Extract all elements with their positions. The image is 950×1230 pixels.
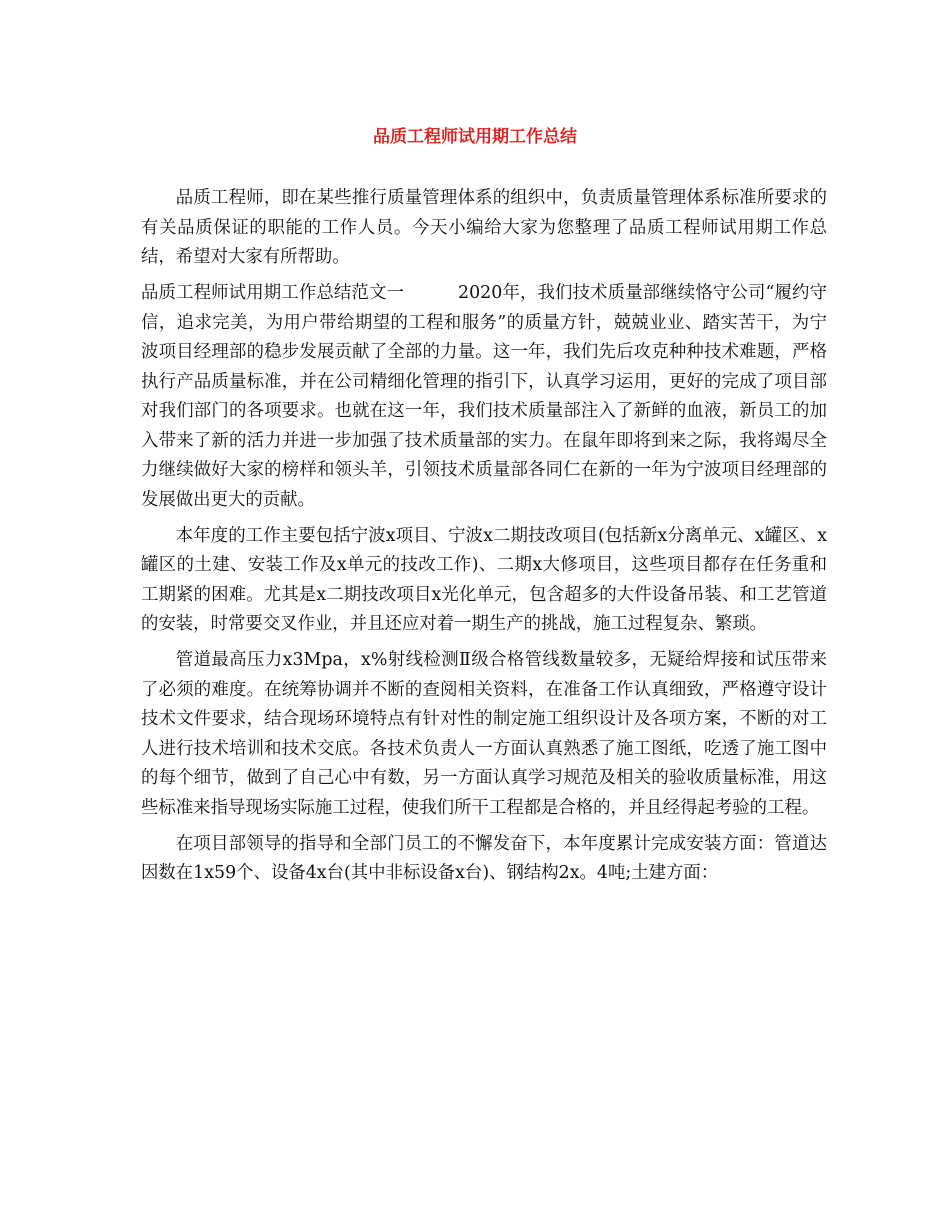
sample-heading: 品质工程师试用期工作总结范文一 [141,283,405,303]
sample-paragraph [141,279,827,515]
document-body [141,184,827,895]
paragraph-3: 管道最高压力x3Mpa，x%射线检测Ⅱ级合格管线数量较多，无疑给焊接和试压带来了必须的难度。在统筹协调并不断的查阅相关资料，在准备工作认真细致，严格遵守设计技术文件要求，结合现场环境特点有针对性的制定施工组织设计及各项方案，不断的对工人进行技术培训和技术交底。各技术负责人一方面认真熟悉了施工图纸，吃透了施工图中的每个细节，做到了自己心中有数，另一方面认真学习规范及相关的验收质量标准，用这些标准来指导现场实际施工过程，使我们所干工程都是合格的，并且经得起考验的工程。 [141,650,827,818]
paragraph-4: 在项目部领导的指导和全部门员工的不懈发奋下，本年度累计完成安装方面：管道达因数在1x59个、设备4x台(其中非标设备x台)、钢结构2x。4吨;土建方面： [141,833,827,883]
paragraph-2: 本年度的工作主要包括宁波x项目、宁波x二期技改项目(包括新x分离单元、x罐区、x罐区的土建、安装工作及x单元的技改工作)、二期x大修项目，这些项目都存在任务重和工期紧的困难。尤其是x二期技改项目x光化单元，包含超多的大件设备吊装、和工艺管道的安装，时常要交叉作业，并且还应对着一期生产的挑战，施工过程复杂、繁琐。 [141,525,827,634]
paragraph-1: 2020年，我们技术质量部继续恪守公司“履约守信，追求完美，为用户带给期望的工程和服务”的质量方针，兢兢业业、踏实苦干，为宁波项目经理部的稳步发展贡献了全部的力量。这一年，我们先后攻克种种技术难题，严格执行产品质量标准，并在公司精细化管理的指引下，认真学习运用，更好的完成了项目部对我们部门的各项要求。也就在这一年，我们技术质量部注入了新鲜的血液，新员工的加入带来了新的活力并进一步加强了技术质量部的实力。在鼠年即将到来之际，我将竭尽全力继续做好大家的榜样和领头羊，引领技术质量部各同仁在新的一年为宁波项目经理部的发展做出更大的贡献。 [141,283,827,510]
document-title: 品质工程师试用期工作总结 [373,127,577,147]
intro-paragraph: 品质工程师，即在某些推行质量管理体系的组织中，负责质量管理体系标准所要求的有关品质保证的职能的工作人员。今天小编给大家为您整理了品质工程师试用期工作总结，希望对大家有所帮助。 [141,188,827,267]
